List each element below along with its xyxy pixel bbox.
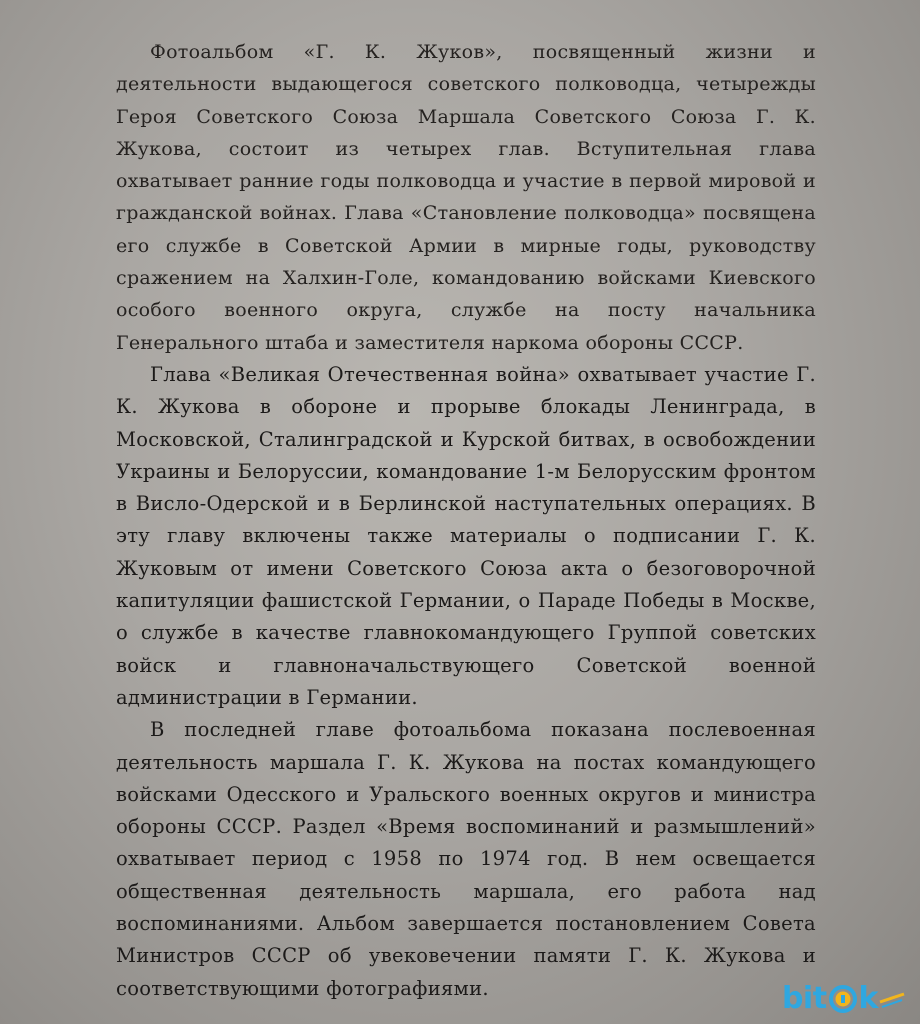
watermark <box>782 981 906 1016</box>
body-text <box>116 36 816 1005</box>
watermark-suffix: k <box>858 981 878 1016</box>
paragraph-2: Глава «Великая Отечественная война» охватывает участие Г. К. Жукова в обороне и прорыве блокады Ленинграда, в Московской, Сталинградской и Курской битвах, в освобождении Украины и Белоруссии, командование 1-м Белорусским фронтом в Висло-Одерской и в Берлинской наступательных операциях. В эту главу включены также материалы о подписании Г. К. Жуковым от имени Советского Союза акта о безоговорочной капитуляции фашистской Германии, о Параде Победы в Москве, о службе в качестве главнокомандующего Группой советских войск и главноначальствующего Советской военной администрации в Германии. <box>116 362 816 709</box>
paragraph-1: Фотоальбом «Г. К. Жуков», посвященный жизни и деятельности выдающегося советского полководца, четырежды Героя Советского Союза Маршала Советского Союза Г. К. Жукова, состоит из четырех глав. Вступительная глава охватывает ранние годы полководца и участие в первой мировой и гражданской войнах. Глава «Становление полководца» посвящена его службе в Советской Армии в мирные годы, руководству сражением на Халхин-Голе, командованию войсками Киевского особого военного округа, службе на посту начальника Генерального штаба и заместителя наркома обороны СССР. <box>116 41 816 354</box>
watermark-prefix: bit <box>781 981 827 1016</box>
swoosh-icon <box>878 988 906 1010</box>
coin-logo-icon <box>828 984 858 1014</box>
paragraph-3: В последней главе фотоальбома показана послевоенная деятельность маршала Г. К. Жукова на постах командующего войсками Одесского и Уральского военных округов и министра обороны СССР. Раздел «Время воспоминаний и размышлений» охватывает период с 1958 по 1974 год. В нем освещается общественная деятельность маршала, его работа над воспоминаниями. Альбом завершается постановлением Совета Министров СССР об увековечении памяти Г. К. Жукова и соответствующими фотографиями. <box>116 718 816 1000</box>
